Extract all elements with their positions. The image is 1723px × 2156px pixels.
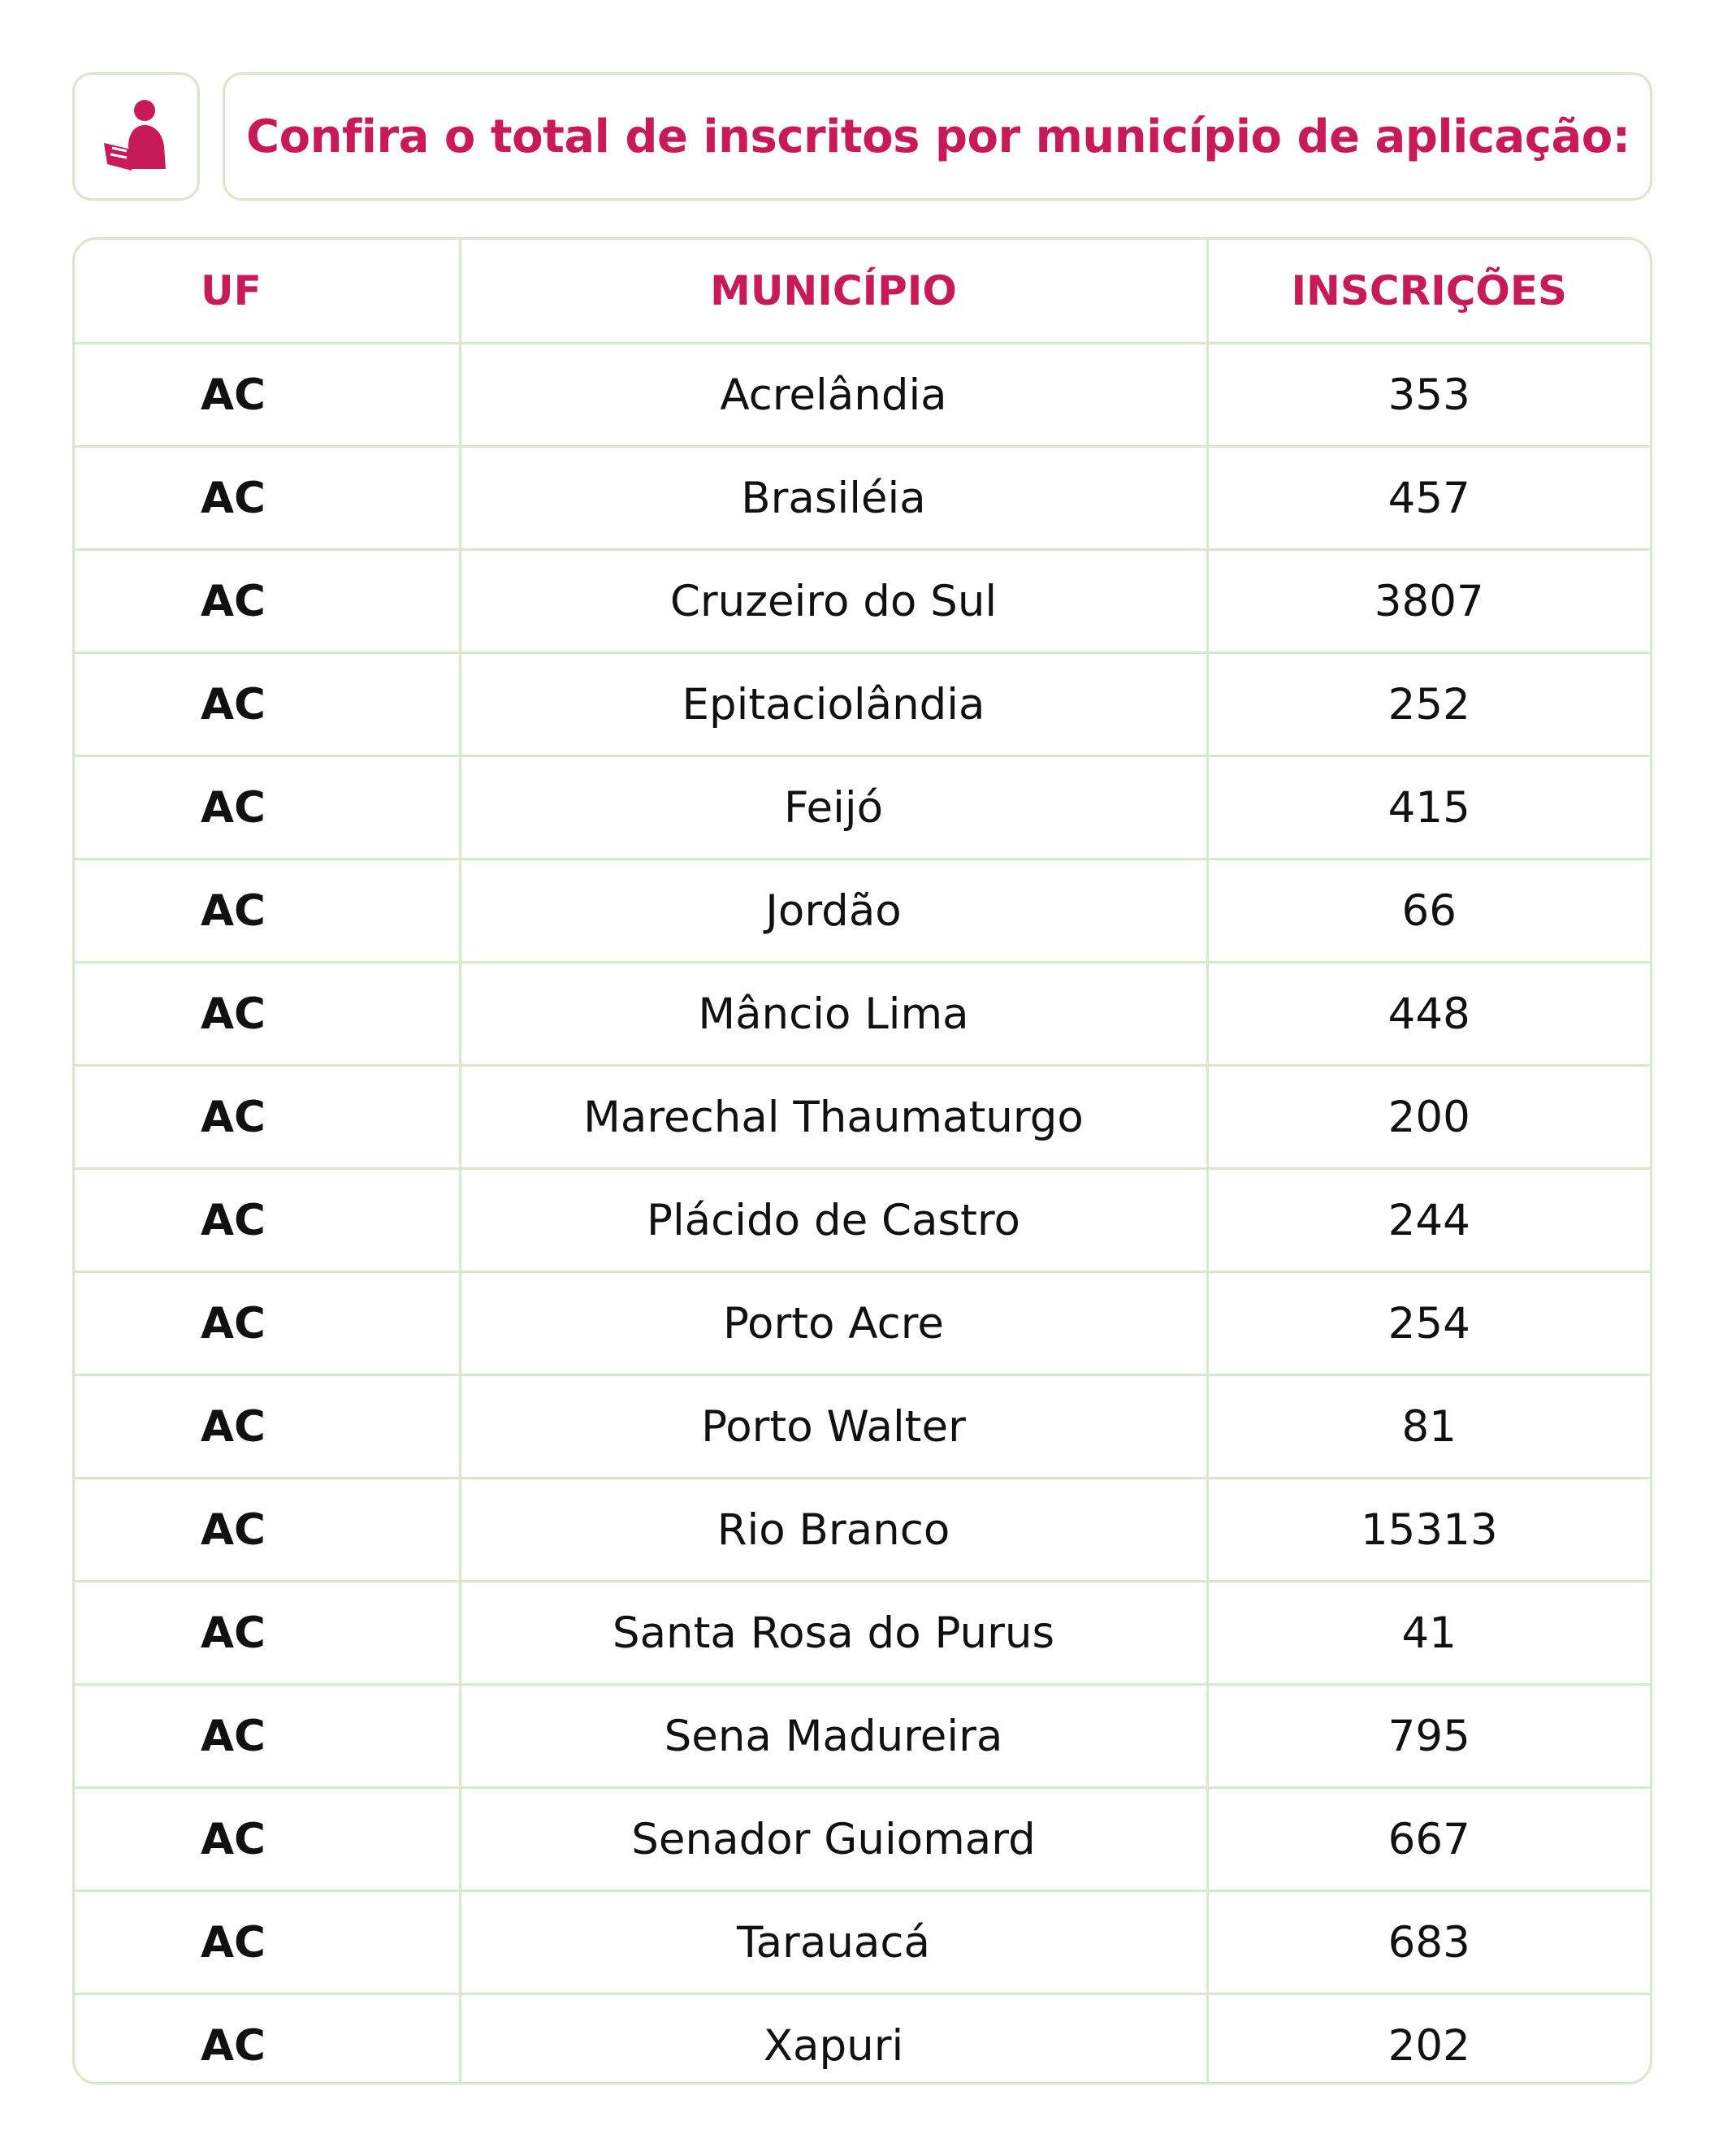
data-table [75, 240, 1650, 2085]
cell-inscricoes: 252 [1207, 653, 1650, 756]
cell-inscricoes: 415 [1207, 756, 1650, 859]
cell-uf: AC [75, 1066, 460, 1169]
cell-inscricoes: 66 [1207, 859, 1650, 963]
table-row [75, 1478, 1650, 1582]
table-row [75, 859, 1650, 963]
cell-inscricoes: 3807 [1207, 550, 1650, 653]
cell-uf: AC [75, 1582, 460, 1685]
column-header-inscricoes: INSCRIÇÕES [1207, 240, 1650, 344]
table-row [75, 550, 1650, 653]
cell-municipio: Epitaciolândia [460, 653, 1207, 756]
cell-municipio: Santa Rosa do Purus [460, 1582, 1207, 1685]
cell-municipio: Brasiléia [460, 447, 1207, 550]
cell-uf: AC [75, 1891, 460, 1994]
cell-municipio: Cruzeiro do Sul [460, 550, 1207, 653]
cell-inscricoes: 15313 [1207, 1478, 1650, 1582]
cell-inscricoes: 353 [1207, 344, 1650, 447]
cell-inscricoes: 683 [1207, 1891, 1650, 1994]
table-row [75, 344, 1650, 447]
cell-inscricoes: 254 [1207, 1272, 1650, 1375]
cell-municipio: Feijó [460, 756, 1207, 859]
cell-uf: AC [75, 344, 460, 447]
cell-uf: AC [75, 756, 460, 859]
cell-uf: AC [75, 550, 460, 653]
cell-municipio: Acrelândia [460, 344, 1207, 447]
cell-inscricoes: 448 [1207, 963, 1650, 1066]
cell-municipio: Plácido de Castro [460, 1169, 1207, 1272]
title-box [223, 72, 1652, 201]
table-body [75, 344, 1650, 2085]
cell-municipio: Mâncio Lima [460, 963, 1207, 1066]
cell-municipio: Marechal Thaumaturgo [460, 1066, 1207, 1169]
cell-inscricoes: 667 [1207, 1788, 1650, 1891]
cell-inscricoes: 81 [1207, 1375, 1650, 1478]
cell-municipio: Sena Madureira [460, 1685, 1207, 1788]
cell-inscricoes: 202 [1387, 2020, 1470, 2071]
table-row [75, 1169, 1650, 1272]
table-row [75, 1685, 1650, 1788]
table-row [75, 1066, 1650, 1169]
cell-uf: AC [75, 1375, 460, 1478]
cell-uf: AC [75, 1272, 460, 1375]
cell-inscricoes: 457 [1207, 447, 1650, 550]
cell-uf: AC [75, 1478, 460, 1582]
table-row [75, 447, 1650, 550]
table-header-row [75, 240, 1650, 344]
cell-uf: AC [75, 859, 460, 963]
column-header-municipio: MUNICÍPIO [460, 240, 1207, 344]
table-row [75, 1582, 1650, 1685]
table-row [75, 963, 1650, 1066]
icon-box [72, 72, 200, 201]
cell-uf: AC [75, 1788, 460, 1891]
table-row [75, 756, 1650, 859]
table-row [75, 1272, 1650, 1375]
cell-inscricoes: 41 [1207, 1582, 1650, 1685]
cell-inscricoes: 200 [1207, 1066, 1650, 1169]
cell-uf: AC [75, 653, 460, 756]
cell-inscricoes: 795 [1207, 1685, 1650, 1788]
inscricoes-table [72, 237, 1652, 2085]
cell-inscricoes: 244 [1207, 1169, 1650, 1272]
table-row [75, 1788, 1650, 1891]
page-title: Confira o total de inscritos por município de aplicação: [246, 110, 1630, 163]
cell-municipio: Porto Walter [460, 1375, 1207, 1478]
table-row [75, 653, 1650, 756]
cell-municipio: Porto Acre [460, 1272, 1207, 1375]
table-row [75, 1375, 1650, 1478]
cell-uf: AC [75, 1685, 460, 1788]
cell-uf: AC [75, 1994, 460, 2085]
table-row [75, 1994, 1650, 2085]
cell-municipio: Rio Branco [460, 1478, 1207, 1582]
cell-municipio: Tarauacá [460, 1891, 1207, 1994]
cell-uf: AC [75, 447, 460, 550]
cell-uf: AC [75, 963, 460, 1066]
person-reading-icon [96, 96, 177, 177]
cell-municipio: Xapuri [460, 1994, 1207, 2085]
table-row [75, 1891, 1650, 1994]
column-header-uf: UF [75, 240, 460, 344]
cell-uf: AC [75, 1169, 460, 1272]
cell-municipio: Jordão [460, 859, 1207, 963]
cell-municipio: Senador Guiomard [460, 1788, 1207, 1891]
